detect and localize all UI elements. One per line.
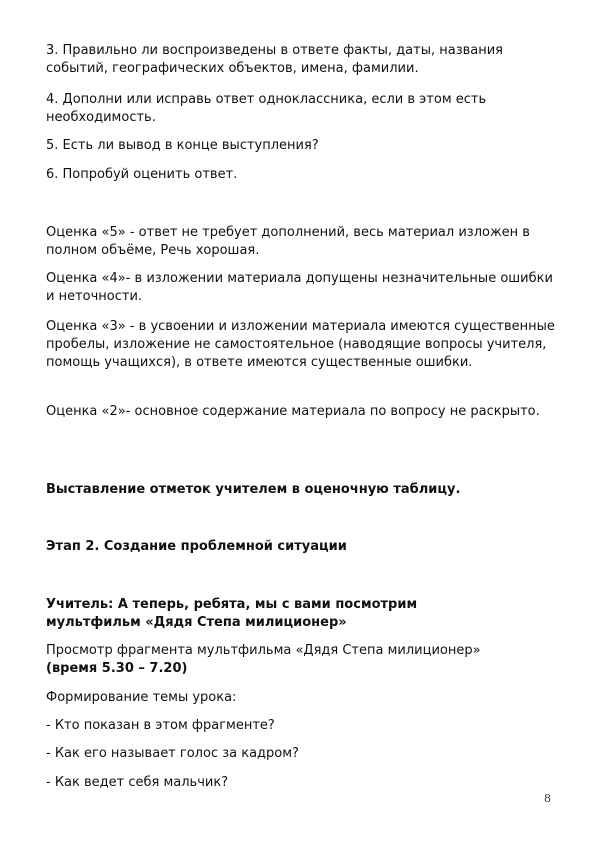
criterion-5: 5. Есть ли вывод в конце выступления? (46, 138, 319, 153)
grade-2-description: Оценка «2»- основное содержание материала по вопросу не раскрыто. (46, 404, 540, 419)
criterion-3: 3. Правильно ли воспроизведены в ответе факты, даты, названия событий, географических объектов, имена, фамилии. (46, 43, 504, 76)
question-item: - Кто показан в этом фрагменте? (46, 718, 275, 733)
viewing-text: Просмотр фрагмента мультфильма «Дядя Степа милиционер» (46, 643, 481, 658)
grade-3-description: Оценка «3» - в усвоении и изложении материала имеются существенные пробелы, изложение не самостоятельное (наводящие вопросы учителя, помощь учащихся), в ответе имеются существенные ошибки. (46, 319, 555, 370)
topic-formation: Формирование темы урока: (46, 690, 237, 705)
criterion-6: 6. Попробуй оценить ответ. (46, 167, 238, 182)
teacher-line: Учитель: А теперь, ребята, мы с вами посмотрим мультфильм «Дядя Степа милиционер» (46, 597, 418, 630)
criterion-4: 4. Дополни или исправь ответ одноклассника, если в этом есть необходимость. (46, 92, 487, 125)
grade-4-description: Оценка «4»- в изложении материала допущены незначительные ошибки и неточности. (46, 271, 553, 304)
question-item: - Как ведет себя мальчик? (46, 775, 229, 790)
grading-heading: Выставление отметок учителем в оценочную таблицу. (46, 482, 461, 497)
grade-5-description: Оценка «5» - ответ не требует дополнений, весь материал изложен в полном объёме, Речь хорошая. (46, 225, 530, 258)
viewing-time: (время 5.30 – 7.20) (46, 661, 188, 676)
stage-heading: Этап 2. Создание проблемной ситуации (46, 539, 347, 554)
question-item: - Как его называет голос за кадром? (46, 746, 299, 761)
viewing-block (46, 642, 556, 678)
page-number: 8 (544, 792, 551, 805)
